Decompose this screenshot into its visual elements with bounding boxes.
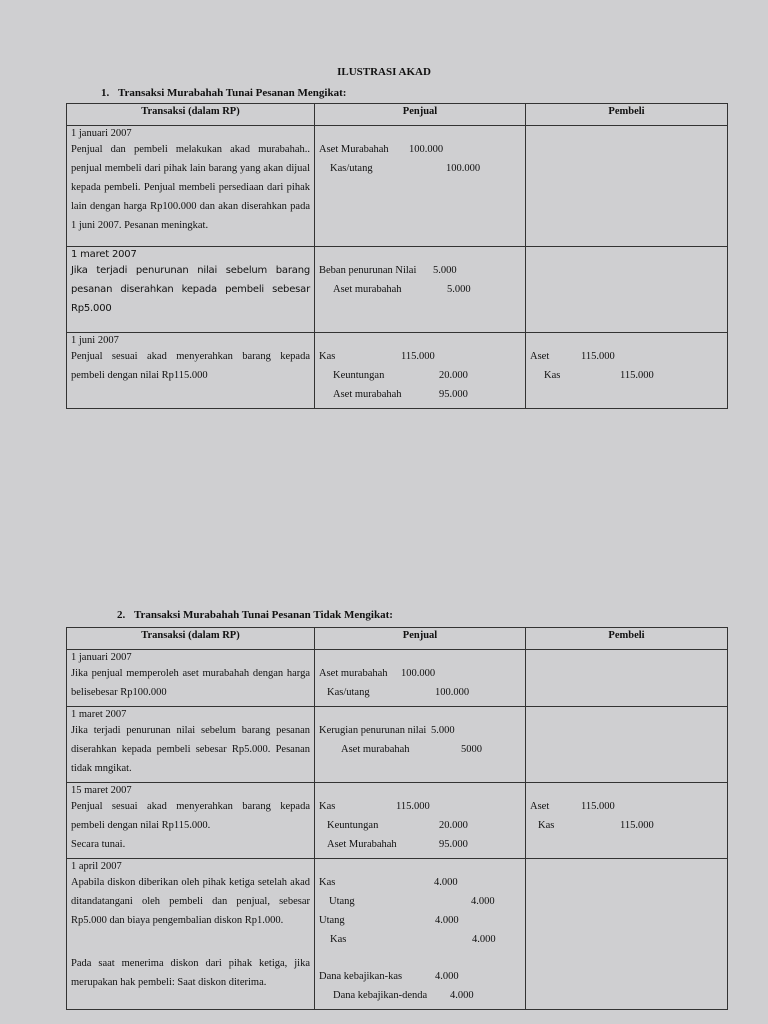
journal-line [319, 261, 521, 280]
credit-account: Keuntungan [333, 370, 385, 381]
transaction-date: 1 april 2007 [71, 861, 122, 872]
transaksi-cell [67, 126, 315, 247]
transaction-note: Secara tunai. [71, 839, 126, 850]
transaksi-cell [67, 859, 315, 1010]
credit-amount: 5000 [461, 744, 482, 755]
debit-amount: 115.000 [396, 801, 430, 812]
debit-amount: 4.000 [434, 877, 458, 888]
credit-account: Keuntungan [327, 820, 379, 831]
journal-line [319, 280, 521, 299]
credit-account: Kas/utang [327, 687, 370, 698]
credit-account: Aset murabahah [333, 284, 402, 295]
journal-line [319, 873, 521, 892]
transaksi-cell [67, 707, 315, 783]
journal-line [319, 986, 521, 1005]
journal-line [319, 140, 521, 159]
pembeli-cell [526, 707, 728, 783]
credit-amount: 5.000 [447, 284, 471, 295]
section2-title: Transaksi Murabahah Tunai Pesanan Tidak Mengikat: [134, 609, 393, 621]
section2-table [66, 627, 728, 1010]
header-transaksi: Transaksi (dalam RP) [67, 628, 315, 650]
pembeli-cell [526, 783, 728, 859]
section1-number: 1. [101, 87, 110, 99]
journal-line [319, 664, 521, 683]
table-row [67, 650, 728, 707]
debit-amount: 115.000 [581, 351, 615, 362]
header-penjual: Penjual [315, 104, 526, 126]
journal-line [530, 797, 723, 816]
debit-account: Aset [530, 351, 550, 362]
debit-account: Kas [319, 801, 336, 812]
table-row [67, 859, 728, 1010]
journal-line [319, 911, 521, 930]
debit-amount: 100.000 [401, 668, 436, 679]
transaksi-cell [67, 783, 315, 859]
debit-amount: 4.000 [435, 971, 459, 982]
journal-line [319, 721, 521, 740]
transaksi-cell [67, 333, 315, 409]
header-transaksi: Transaksi (dalam RP) [67, 104, 315, 126]
pembeli-cell [526, 333, 728, 409]
table-row [67, 126, 728, 247]
debit-amount: 115.000 [401, 351, 435, 362]
penjual-cell [315, 333, 526, 409]
penjual-cell [315, 126, 526, 247]
credit-amount: 100.000 [435, 687, 470, 698]
section2-heading [117, 609, 393, 621]
debit-amount: 5.000 [431, 725, 455, 736]
transaction-date: 1 januari 2007 [71, 652, 132, 663]
transaction-description: Jika penjual memperoleh aset murabahah dengan harga belisebesar Rp100.000 [71, 668, 310, 698]
debit-amount: 4.000 [435, 915, 459, 926]
debit-account: Kas [319, 877, 336, 888]
table-header-row [67, 628, 728, 650]
journal-line [530, 816, 723, 835]
journal-line [319, 816, 521, 835]
transaction-description: Jika terjadi penurunan nilai sebelum barang pesanan diserahkan kepada pembeli sebesar Rp5.000. Pesanan tidak mngikat. [71, 725, 310, 774]
section1-title: Transaksi Murabahah Tunai Pesanan Mengikat: [118, 87, 347, 99]
penjual-cell [315, 859, 526, 1010]
journal-line [319, 385, 521, 404]
debit-account: Aset murabahah [319, 668, 388, 679]
penjual-cell [315, 650, 526, 707]
credit-account: Utang [329, 896, 355, 907]
table-header-row [67, 104, 728, 126]
transaction-description: Penjual sesuai akad menyerahkan barang kepada pembeli dengan nilai Rp115.000. [71, 801, 310, 831]
debit-account: Utang [319, 915, 345, 926]
debit-amount: 5.000 [433, 265, 457, 276]
debit-account: Kerugian penurunan nilai [319, 725, 427, 736]
transaction-description: Jika terjadi penurunan nilai sebelum barang pesanan diserahkan kepada pembeli sebesar Rp5.000 [71, 265, 310, 314]
credit-amount: 115.000 [620, 820, 654, 831]
transaction-date: 1 maret 2007 [71, 249, 137, 260]
section2-number: 2. [117, 609, 126, 621]
debit-account: Beban penurunan Nilai [319, 265, 417, 276]
credit-account: Kas [544, 370, 561, 381]
credit-account: Aset murabahah [333, 389, 402, 400]
section1-table [66, 103, 728, 409]
transaksi-cell [67, 247, 315, 333]
debit-account: Aset Murabahah [319, 144, 389, 155]
transaction-description: Penjual sesuai akad menyerahkan barang kepada pembeli dengan nilai Rp115.000 [71, 351, 310, 381]
journal-line [530, 366, 723, 385]
section1-heading [101, 87, 346, 99]
credit-account: Kas/utang [330, 163, 373, 174]
transaction-description: Apabila diskon diberikan oleh pihak ketiga setelah akad ditandatangani oleh pembeli dan penjual, sebesar Rp5.000 dan biaya pengembalian diskon Rp1.000. [71, 877, 310, 926]
penjual-cell [315, 707, 526, 783]
header-penjual: Penjual [315, 628, 526, 650]
journal-line [319, 797, 521, 816]
credit-amount: 115.000 [620, 370, 654, 381]
pembeli-cell [526, 126, 728, 247]
journal-line [319, 835, 521, 854]
credit-amount: 4.000 [471, 896, 495, 907]
table-row [67, 247, 728, 333]
table-row [67, 333, 728, 409]
journal-line [319, 347, 521, 366]
header-pembeli: Pembeli [526, 104, 728, 126]
transaction-note: Pada saat menerima diskon dari pihak ketiga, jika merupakan hak pembeli: Saat diskon diterima. [71, 958, 310, 988]
transaksi-cell [67, 650, 315, 707]
credit-account: Kas [538, 820, 555, 831]
credit-amount: 4.000 [472, 934, 496, 945]
journal-line [319, 740, 521, 759]
credit-amount: 20.000 [439, 370, 468, 381]
table-row [67, 707, 728, 783]
pembeli-cell [526, 650, 728, 707]
credit-account: Aset Murabahah [327, 839, 397, 850]
table-row [67, 783, 728, 859]
journal-line [319, 366, 521, 385]
transaction-date: 1 januari 2007 [71, 128, 132, 139]
pembeli-cell [526, 859, 728, 1010]
credit-amount: 100.000 [446, 163, 481, 174]
transaction-description: Penjual dan pembeli melakukan akad murabahah.. penjual membeli dari pihak lain barang yang akan dijual kepada pembeli. Penjual membeli persediaan dari pihak lain dengan harga Rp100.000 dan akan diserahkan pada 1 juni 2007. Pesanan meningkat. [71, 144, 310, 231]
transaction-date: 1 juni 2007 [71, 335, 119, 346]
header-pembeli: Pembeli [526, 628, 728, 650]
credit-amount: 4.000 [450, 990, 474, 1001]
debit-account: Kas [319, 351, 336, 362]
journal-line [319, 930, 521, 949]
transaction-date: 1 maret 2007 [71, 709, 127, 720]
pembeli-cell [526, 247, 728, 333]
journal-line [319, 159, 521, 178]
journal-line [319, 683, 521, 702]
penjual-cell [315, 247, 526, 333]
journal-line [319, 892, 521, 911]
credit-account: Aset murabahah [341, 744, 410, 755]
transaction-date: 15 maret 2007 [71, 785, 132, 796]
debit-amount: 115.000 [581, 801, 615, 812]
credit-amount: 95.000 [439, 389, 468, 400]
debit-account: Dana kebajikan-kas [319, 971, 403, 982]
debit-account: Aset [530, 801, 550, 812]
credit-amount: 20.000 [439, 820, 468, 831]
penjual-cell [315, 783, 526, 859]
credit-account: Kas [330, 934, 347, 945]
journal-line [530, 347, 723, 366]
document-title: ILUSTRASI AKAD [337, 66, 431, 78]
journal-line [319, 967, 521, 986]
credit-account: Dana kebajikan-denda [333, 990, 428, 1001]
debit-amount: 100.000 [409, 144, 444, 155]
credit-amount: 95.000 [439, 839, 468, 850]
